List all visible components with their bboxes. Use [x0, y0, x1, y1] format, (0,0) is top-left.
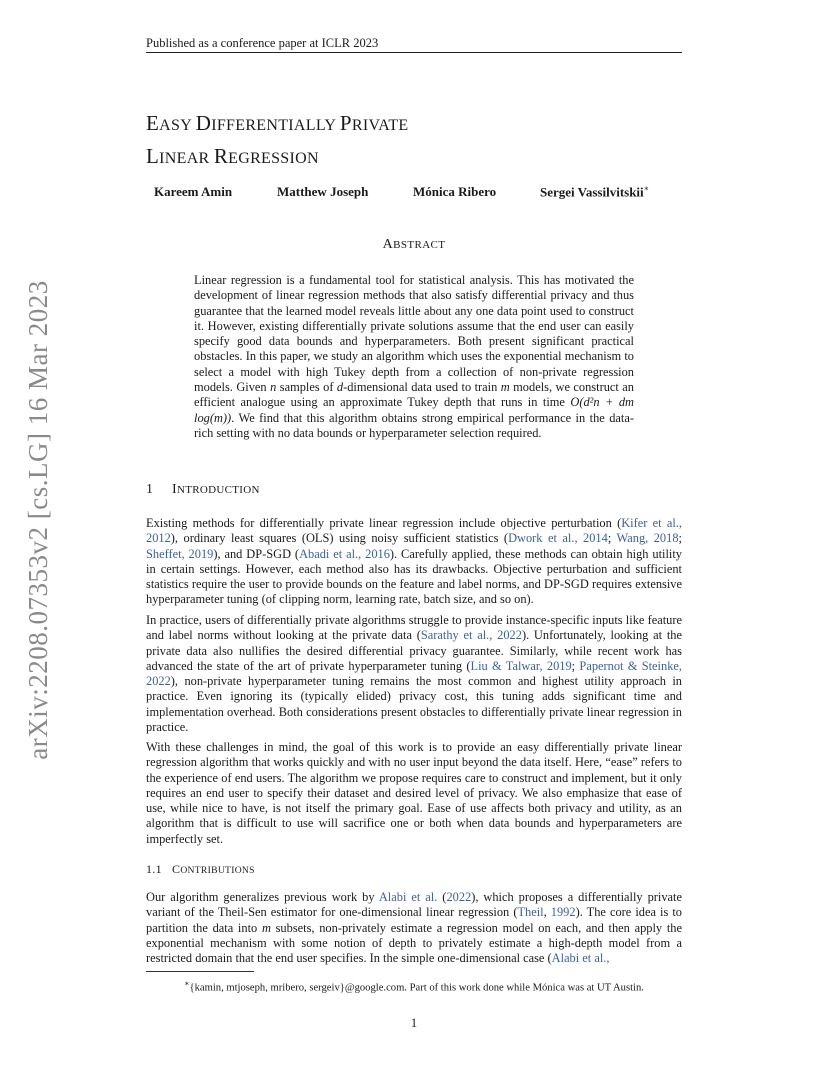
page-number: 1	[410, 1016, 418, 1030]
citation-link[interactable]: Sarathy et al., 2022	[420, 628, 522, 643]
citation-link[interactable]: Wang, 2018	[616, 531, 679, 546]
title-line-2: LINEAR REGRESSION	[146, 144, 319, 168]
citation-link[interactable]: Theil	[517, 905, 544, 920]
citation-link[interactable]: Papernot & Steinke, 2022	[146, 658, 682, 689]
footnote: ∗{kamin, mtjoseph, mribero, sergeiv}@google.com. Part of this work done while Mónica was at UT Austin.	[184, 979, 644, 994]
subsection-heading: 1.1 CONTRIBUTIONS	[146, 862, 255, 876]
intro-paragraph-3: With these challenges in mind, the goal of this work is to provide an easy differentially private linear regression algorithm that works quickly and with no user input beyond the data itself. Here, “ease” refers to the experience of end users. The algorithm we propose requires care to construct and implement, but it only requires an end user to specify their dataset and desired level of privacy. We also emphasize that ease of use, while nice to have, is not itself the primary goal. Ease of use affects both privacy and utility, as an algorithm that is difficult to use will sacrifice one or both when data bounds and hyperparameters are imperfectly set.	[146, 740, 682, 846]
author-name: Matthew Joseph	[277, 184, 369, 199]
complexity-formula: O(d²n + dm log(m))	[194, 395, 634, 425]
arxiv-identifier: arXiv:2208.07353v2 [cs.LG] 16 Mar 2023	[23, 280, 53, 760]
running-header: Published as a conference paper at ICLR 2023	[146, 36, 379, 50]
citation-link[interactable]: 2022	[446, 890, 472, 904]
author-name-with-mark: Sergei Vassilvitskii∗	[540, 184, 650, 200]
intro-paragraph-1: Existing methods for differentially private linear regression include objective perturbation (Kifer et al., 2012), ordinary least squares (OLS) using noisy sufficient statistics (Dwork et al., 2014; Wang, 2018; Sheffet, 2019), and DP-SGD (Abadi et al., 2016). Carefully applied, these methods can obtain high utility in certain settings. However, each method also has its drawbacks. Objective perturbation and sufficient statistics require the user to provide bounds on the feature and label norms, and DP-SGD requires extensive hyperparameter tuning (of clipping norm, learning rate, batch size, and so on).	[146, 516, 683, 607]
title-line-1: EASY DIFFERENTIALLY PRIVATE	[146, 111, 409, 135]
abstract-text: Linear regression is a fundamental tool for statistical analysis. This has motivated the development of linear regression methods that also satisfy differential privacy and thus guarantee that the learned model reveals little about any one data point used to construct it. However, existing differentially private solutions assume that the end user can easily specify good data bounds and hyperparameters. Both present significant practical obstacles. In this paper, we study an algorithm which uses the exponential mechanism to select a model with high Tukey depth from a collection of non-private regression models. Given n samples of d-dimensional data used to train m models, we construct an efficient analogue using an approximate Tukey depth that runs in time O(d²n + dm log(m)). We find that this algorithm obtains strong empirical performance in the data-rich setting with no data bounds or hyperparameter selection required.	[194, 273, 634, 440]
contributions-paragraph: Our algorithm generalizes previous work by Alabi et al. (2022), which proposes a differentially private variant of the Theil-Sen estimator for one-dimensional linear regression (Theil, 1992). The core idea is to partition the data into m subsets, non-privately estimate a regression model on each, and then apply the exponential mechanism with some notion of depth to privately estimate a high-depth model from a restricted domain that the end user specifies. In the simple one-dimensional case (Alabi et al.,	[146, 890, 682, 966]
intro-paragraph-2: In practice, users of differentially private algorithms struggle to provide instance-specific inputs like feature and label norms without looking at the private data (Sarathy et al., 2022). Unfortunately, looking at the private data also nullifies the desired differential privacy guarantee. Similarly, while recent work has advanced the state of the art of private hyperparameter tuning (Liu & Talwar, 2019; Papernot & Steinke, 2022), non-private hyperparameter tuning remains the most common and highest utility approach in practice. Even ignoring its (typically elided) privacy cost, this tuning adds significant time and implementation overhead. Both considerations present obstacles to differentially private linear regression in practice.	[146, 613, 682, 735]
abstract-heading: ABSTRACT	[382, 237, 446, 252]
citation-link[interactable]: Liu & Talwar, 2019	[470, 658, 572, 673]
citation-link[interactable]: Dwork et al., 2014	[508, 531, 608, 546]
citation-link[interactable]: 1992	[550, 905, 576, 920]
header-rule	[146, 52, 682, 53]
citation-link[interactable]: Alabi et al.	[378, 890, 438, 904]
citation-link[interactable]: Kifer et al., 2012	[146, 516, 683, 546]
footnote-rule	[146, 971, 254, 972]
section-heading: 1 INTRODUCTION	[146, 482, 260, 497]
citation-link[interactable]: Alabi et al.,	[551, 951, 610, 966]
citation-link[interactable]: Abadi et al., 2016	[299, 546, 390, 561]
author-name: Mónica Ribero	[413, 184, 497, 199]
citation-link[interactable]: Sheffet, 2019	[146, 546, 214, 561]
author-footnote-mark: ∗	[643, 184, 650, 193]
author-name: Kareem Amin	[154, 184, 233, 199]
paper-title	[146, 108, 706, 174]
